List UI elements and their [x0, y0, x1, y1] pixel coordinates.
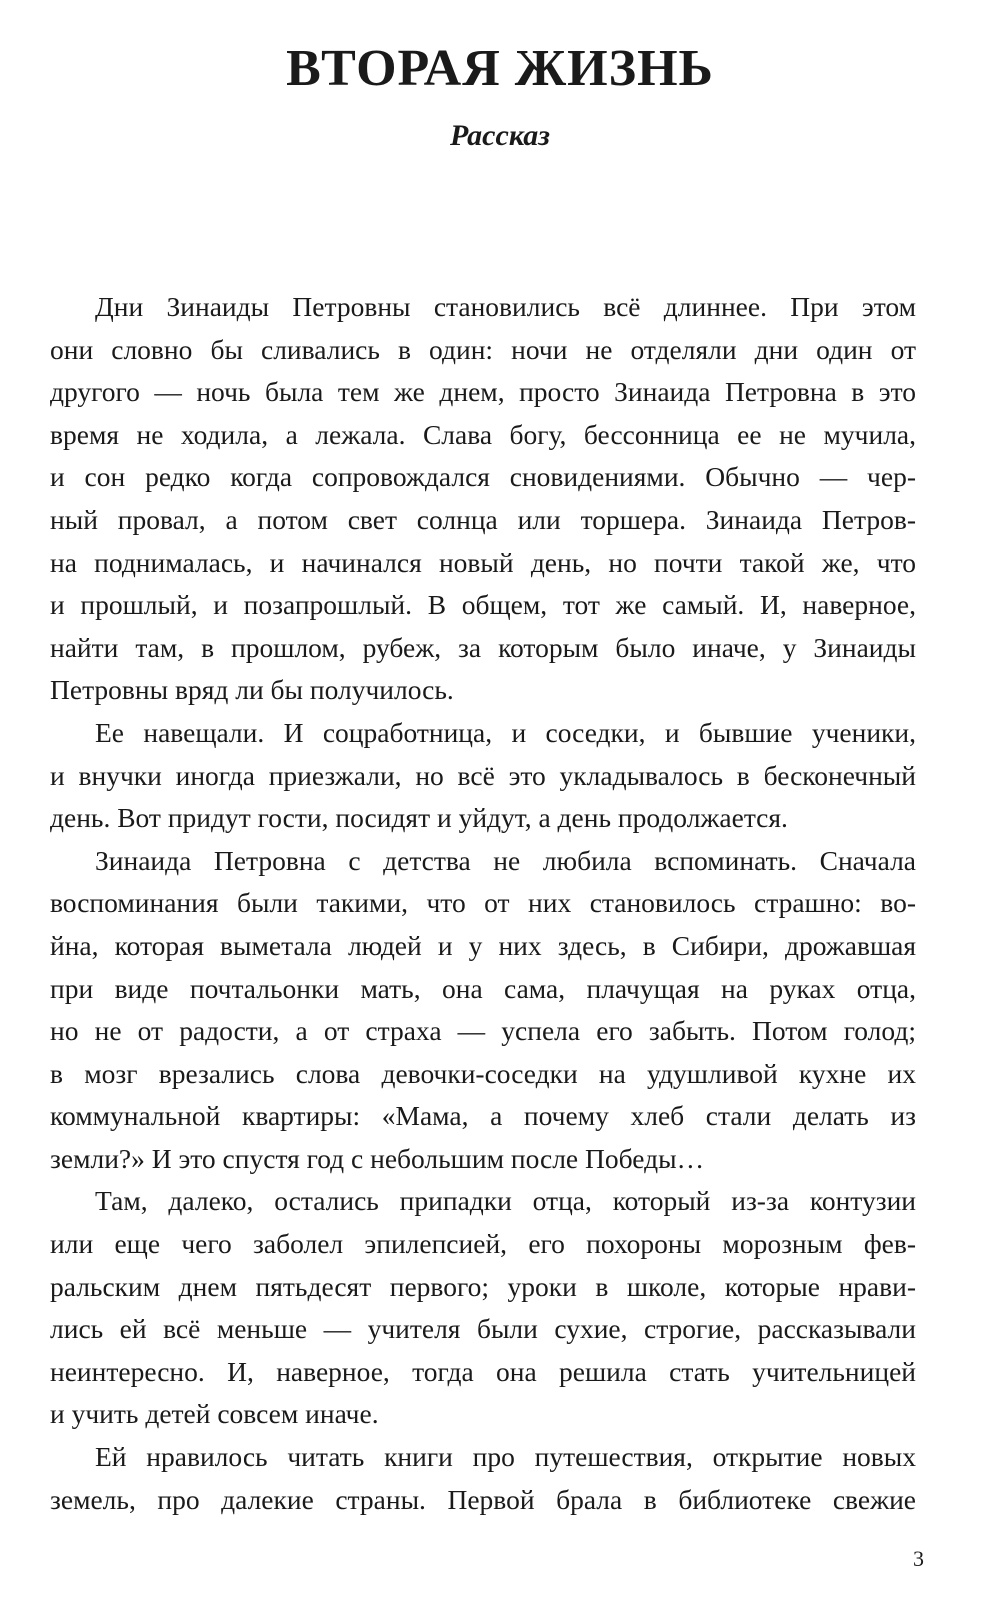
text-line: в мозг врезались слова девочки-соседки на удушливой кухне их	[50, 1057, 916, 1089]
text-line: йна, которая выметала людей и у них здесь, в Сибири, дрожавшая	[50, 929, 916, 961]
paragraph	[50, 286, 916, 712]
text-line: другого — ночь была тем же днем, просто Зинаида Петровна в это	[50, 376, 916, 408]
text-line: Зинаида Петровна с детства не любила вспоминать. Сначала	[95, 844, 916, 876]
paragraph	[50, 712, 916, 840]
text-line: на поднималась, и начинался новый день, но почти такой же, что	[50, 546, 916, 578]
text-line: неинтересно. И, наверное, тогда она решила стать учительницей	[50, 1355, 916, 1387]
text-line: Дни Зинаиды Петровны становились всё длиннее. При этом	[95, 291, 916, 322]
paragraph	[50, 1180, 916, 1436]
text-line: Ее навещали. И соцработница, и соседки, и бывшие ученики,	[95, 716, 916, 748]
text-line: коммунальной квартиры: «Мама, а почему хлеб стали делать из	[50, 1100, 916, 1132]
text-line: при виде почтальонки мать, она сама, плачущая на руках отца,	[50, 972, 916, 1004]
story-subtitle: Рассказ	[450, 119, 550, 152]
text-line: и прошлый, и позапрошлый. В общем, тот же самый. И, наверное,	[50, 589, 916, 621]
story-body	[50, 286, 916, 1521]
page-number: 3	[913, 1546, 924, 1571]
text-line: и внучки иногда приезжали, но всё это укладывалось в бесконечный	[50, 759, 916, 791]
text-line: воспоминания были такими, что от них становилось страшно: во-	[50, 887, 916, 919]
text-line: они словно бы сливались в один: ночи не отделяли дни один от	[50, 333, 916, 365]
text-line: но не от радости, а от страха — успела его забыть. Потом голод;	[50, 1015, 916, 1047]
text-line: земель, про далекие страны. Первой брала в библиотеке свежие	[50, 1483, 916, 1515]
text-line: лись ей всё меньше — учителя были сухие, строгие, рассказывали	[50, 1313, 916, 1345]
text-line: Петровны вряд ли бы получилось.	[50, 674, 454, 706]
text-line: найти там, в прошлом, рубеж, за которым было иначе, у Зинаиды	[50, 631, 916, 663]
text-line: ный провал, а потом свет солнца или торшера. Зинаида Петров-	[50, 503, 916, 535]
text-line: и сон редко когда сопровождался сновидениями. Обычно — чер-	[50, 461, 916, 493]
text-line: Там, далеко, остались припадки отца, который из-за контузии	[95, 1185, 916, 1217]
text-line: земли?» И это спустя год с небольшим после Победы…	[50, 1142, 705, 1174]
text-line: ральским днем пятьдесят первого; уроки в школе, которые нрави-	[50, 1270, 916, 1302]
text-line: день. Вот придут гости, посидят и уйдут, а день продолжается.	[50, 802, 788, 834]
text-line: и учить детей совсем иначе.	[50, 1398, 379, 1430]
text-line: время не ходила, а лежала. Слава богу, бессонница ее не мучила,	[50, 418, 916, 450]
text-line: или еще чего заболел эпилепсией, его похороны морозным фев-	[50, 1228, 916, 1260]
paragraph	[50, 840, 916, 1181]
story-title: ВТОРАЯ ЖИЗНЬ	[286, 40, 714, 97]
text-line: Ей нравилось читать книги про путешествия, открытие новых	[95, 1441, 916, 1473]
paragraph	[50, 1436, 916, 1521]
